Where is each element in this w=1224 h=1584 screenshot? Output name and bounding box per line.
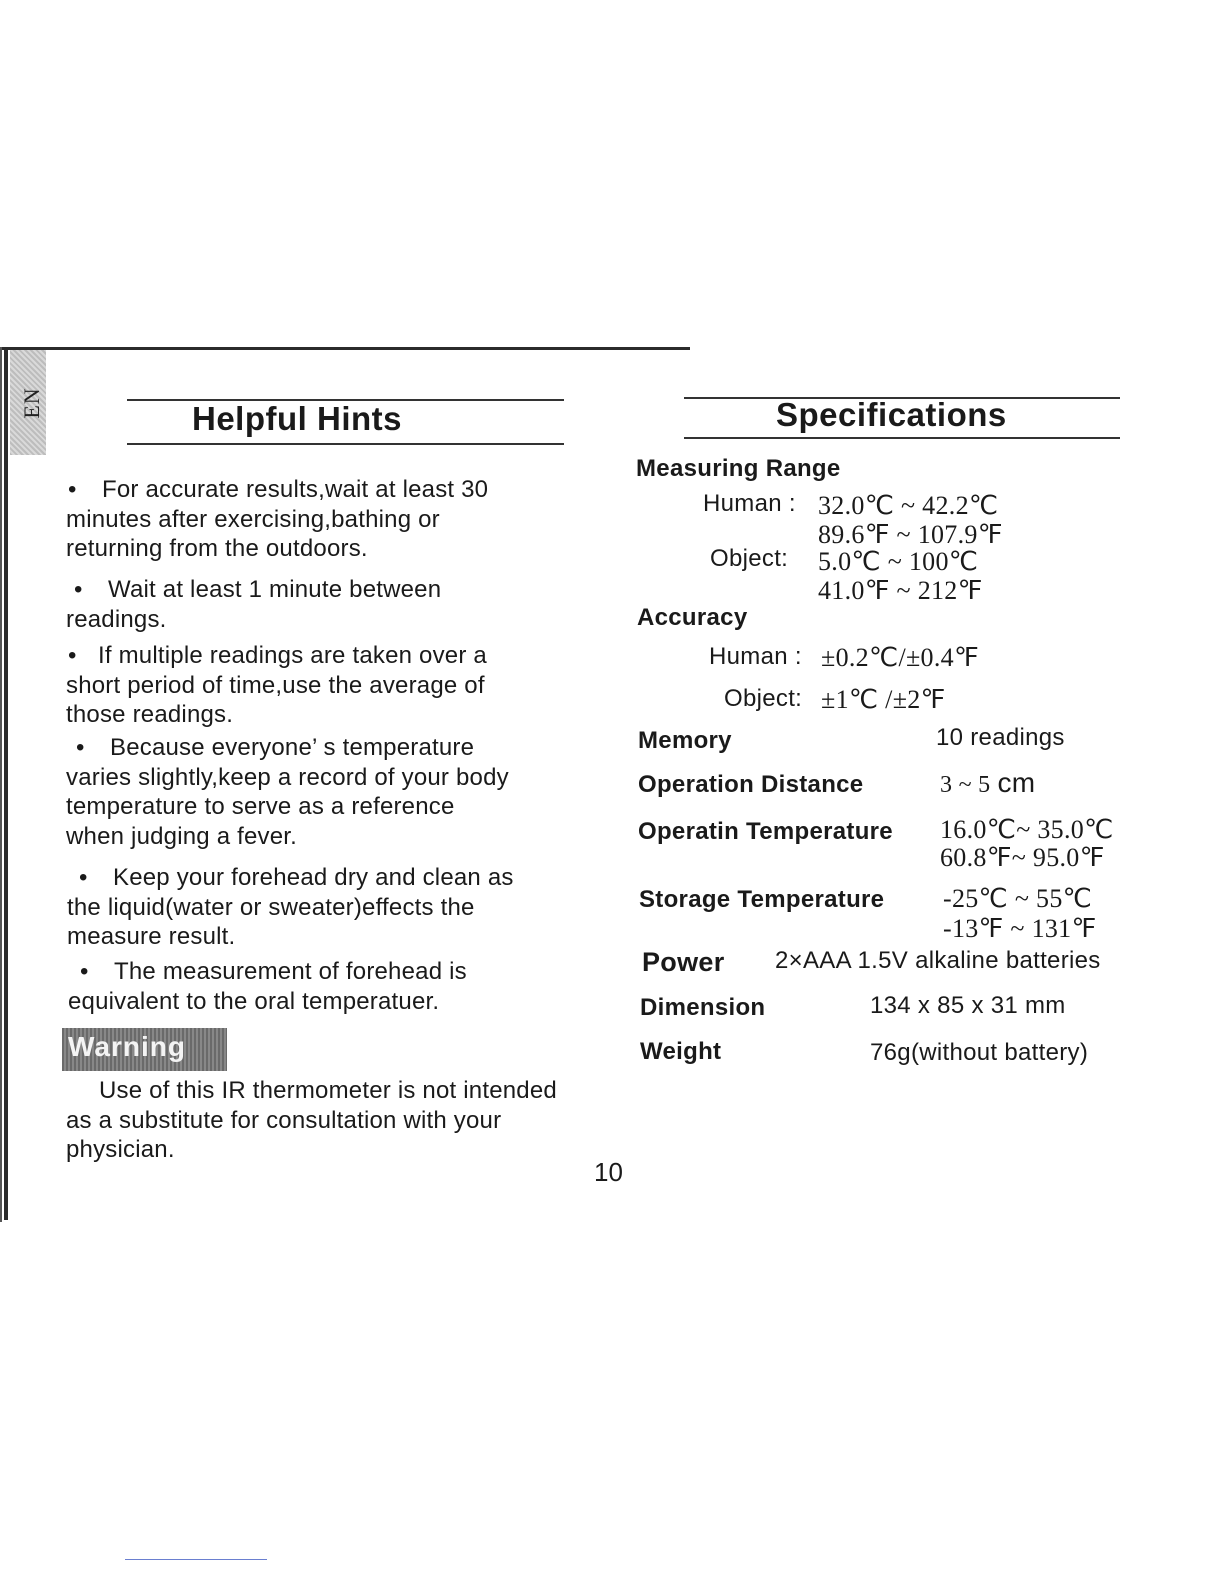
bullet-icon: • — [76, 734, 85, 761]
bullet-icon: • — [68, 642, 77, 669]
spec-human-range-c: 32.0℃ ~ 42.2℃ — [818, 491, 999, 520]
hint-text: readings. — [66, 605, 167, 633]
spec-distance-value — [940, 767, 1035, 799]
spec-distance-number: 3 ~ 5 — [940, 772, 991, 798]
bullet-icon: • — [68, 476, 77, 503]
hint-text: varies slightly,keep a record of your body — [66, 763, 509, 791]
spec-operating-temp-c: 16.0℃~ 35.0℃ — [940, 815, 1114, 844]
spec-human-label: Human : — [703, 490, 796, 517]
spec-storage-temp-c: -25℃ ~ 55℃ — [943, 884, 1093, 913]
hint-text: Keep your forehead dry and clean as — [113, 864, 514, 891]
hint-item-1 — [66, 475, 626, 564]
spec-measuring-range-heading: Measuring Range — [636, 455, 841, 482]
spec-dimension-value: 134 x 85 x 31 mm — [870, 992, 1066, 1019]
spec-memory-value: 10 readings — [936, 724, 1065, 751]
spec-accuracy-human-value: ±0.2℃/±0.4℉ — [821, 643, 980, 672]
bullet-icon: • — [80, 958, 89, 985]
page-edge — [0, 347, 2, 1222]
hint-text: temperature to serve as a reference — [66, 793, 455, 820]
warning-label: Warning — [68, 1031, 186, 1062]
spec-accuracy-heading: Accuracy — [637, 604, 748, 631]
spec-distance-unit: cm — [997, 767, 1036, 798]
footer-rule — [125, 1559, 267, 1560]
spec-distance-label: Operation Distance — [638, 771, 864, 798]
hint-item-4 — [66, 733, 626, 851]
spec-weight-label: Weight — [640, 1038, 722, 1065]
hint-item-2 — [66, 575, 626, 634]
hint-text: The measurement of forehead is — [114, 958, 467, 985]
hint-text: short period of time,use the average of — [66, 671, 485, 699]
warning-line: as a substitute for consultation with your — [66, 1106, 502, 1134]
spec-accuracy-object-label: Object: — [724, 685, 803, 712]
top-rule — [0, 347, 690, 350]
hint-item-5 — [67, 863, 627, 952]
hint-text: Because everyone’ s temperature — [110, 734, 475, 761]
specs-title-rule-bottom — [684, 437, 1120, 439]
spec-weight-value: 76g(without battery) — [870, 1039, 1089, 1066]
spec-accuracy-object-value: ±1℃ /±2℉ — [821, 685, 946, 714]
spec-power-label: Power — [642, 947, 725, 977]
spec-object-range-f: 41.0℉ ~ 212℉ — [818, 576, 983, 605]
hint-text: those readings. — [66, 701, 234, 728]
spec-object-range-c: 5.0℃ ~ 100℃ — [818, 547, 979, 576]
spec-operating-temp-f: 60.8℉~ 95.0℉ — [940, 843, 1105, 872]
language-tab-label: EN — [19, 387, 44, 419]
hint-text: measure result. — [67, 923, 236, 950]
bullet-icon: • — [74, 576, 83, 603]
hint-text: minutes after exercising,bathing or — [66, 505, 440, 533]
hint-text: the liquid(water or sweater)effects the — [67, 893, 475, 921]
hint-text: returning from the outdoors. — [66, 535, 368, 562]
page-number: 10 — [594, 1157, 623, 1187]
page-binding-bar — [4, 350, 8, 1220]
hints-title: Helpful Hints — [192, 400, 402, 437]
hint-text: equivalent to the oral temperatuer. — [68, 987, 440, 1015]
warning-text — [66, 1076, 646, 1165]
hint-item-3 — [66, 641, 626, 730]
hint-text: For accurate results,wait at least 30 — [102, 476, 489, 503]
spec-power-value: 2×AAA 1.5V alkaline batteries — [775, 947, 1101, 974]
spec-human-range-f: 89.6℉ ~ 107.9℉ — [818, 520, 1003, 549]
bullet-icon: • — [79, 864, 88, 891]
spec-accuracy-human-label: Human : — [709, 643, 802, 670]
hints-title-rule-bottom — [127, 443, 564, 445]
spec-memory-label: Memory — [638, 727, 732, 754]
warning-line: Use of this IR thermometer is not intended — [99, 1077, 557, 1104]
specs-title: Specifications — [776, 396, 1007, 433]
spec-dimension-label: Dimension — [640, 994, 766, 1021]
hint-text: when judging a fever. — [66, 822, 298, 850]
hint-text: If multiple readings are taken over a — [98, 642, 487, 669]
spec-storage-temp-label: Storage Temperature — [639, 886, 885, 913]
spec-object-label: Object: — [710, 545, 789, 572]
hint-item-6 — [68, 957, 628, 1016]
spec-storage-temp-f: -13℉ ~ 131℉ — [943, 914, 1097, 943]
hint-text: Wait at least 1 minute between — [108, 576, 442, 603]
warning-line: physician. — [66, 1136, 175, 1163]
spec-operating-temp-label: Operatin Temperature — [638, 818, 893, 845]
